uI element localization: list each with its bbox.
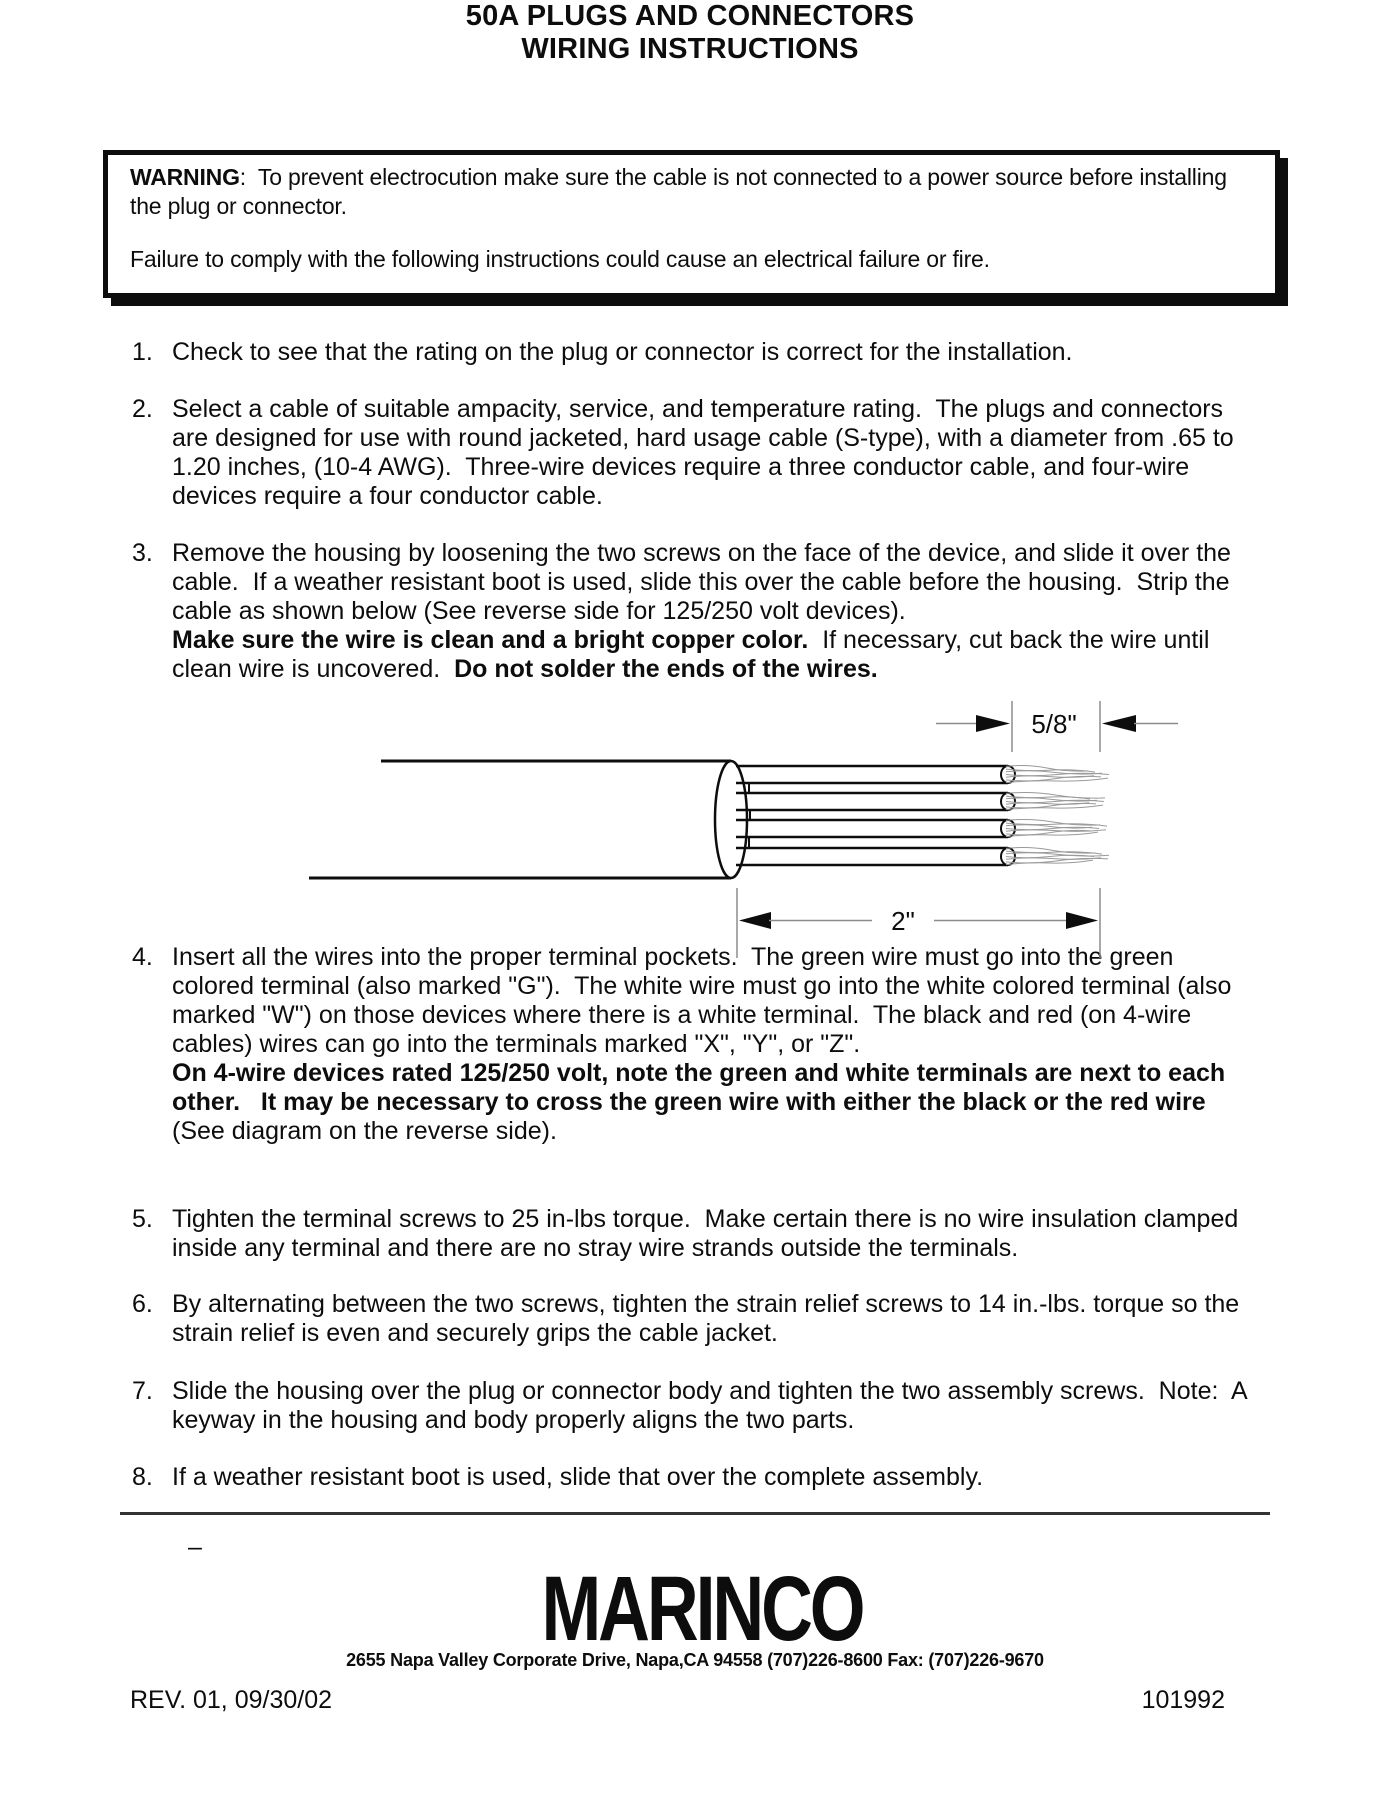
strip-length-label: 5/8" [1031,709,1077,739]
revision-text: REV. 01, 09/30/02 [130,1686,333,1714]
item-number: 3. [132,539,153,567]
strip-length-dimension [936,701,1178,752]
item-text: On 4-wire devices rated 125/250 volt, note the green and white terminals are next to each other. It may be necessary to cross the green wire with either the black or the red wire (See diagram on the reverse side). [172,1059,1226,1145]
cable-jacket [309,761,731,878]
item-text: Select a cable of suitable ampacity, service, and temperature rating. The plugs and connectors are designed for use with round jacketed, hard usage cable (S-type), with a diameter from .65 to 1.20 inches, (10-4 AWG). Three-wire devices require a three conductor cable, and four-wire devices require a four conductor cable. [172,395,1234,510]
item-text: Check to see that the rating on the plug or connector is correct for the installation. [172,338,1073,366]
item-number: 4. [132,943,153,971]
instruction-item-6 [132,1290,1372,1348]
title-line-1: 50A PLUGS AND CONNECTORS [465,0,915,32]
instruction-item-5 [132,1205,1372,1263]
logo-wordmark: MARINCO [541,1574,863,1654]
dimension-arrow-right-icon [976,715,1010,732]
page-title [0,0,1380,66]
warning-label: WARNING [130,164,240,190]
item-text: Slide the housing over the plug or connector body and tighten the two assembly screws. Note: A keyway in the housing and body properly aligns the two parts. [172,1377,1248,1434]
item-text: Tighten the terminal screws to 25 in-lbs torque. Make certain there is no wire insulation clamped inside any terminal and there are no stray wire strands outside the terminals. [172,1205,1239,1262]
item-number: 2. [132,395,153,423]
instruction-item-1 [132,338,1372,367]
item-number: 5. [132,1205,153,1233]
dimension-arrow-left-icon [739,912,771,929]
cable-strip-diagram [0,630,1400,980]
instruction-item-7 [132,1377,1372,1435]
dimension-arrow-right-icon [1066,912,1098,929]
note-paragraph [132,1059,1372,1146]
warning-line-2: the plug or connector. [130,193,347,219]
dimension-arrow-left-icon [1102,715,1136,732]
item-number: 1. [132,338,153,366]
part-number: 101992 [1141,1686,1225,1714]
expose-length-label: 2" [891,906,915,936]
instruction-item-2 [132,395,1372,511]
wire-insulation [736,766,1008,865]
item-number: 8. [132,1463,153,1491]
footnote-dash: – [188,1533,202,1561]
footer-divider [120,1512,1270,1515]
warning-box [103,150,1280,298]
expose-length-dimension [737,888,1100,958]
instruction-item-8 [132,1463,1372,1492]
item-text: By alternating between the two screws, tighten the strain relief screws to 14 in.-lbs. torque so the strain relief is even and securely grips the cable jacket. [172,1290,1240,1347]
marinco-logo [522,1574,882,1654]
wire-strands [1006,766,1109,865]
warning-line-1-text: : To prevent electrocution make sure the cable is not connected to a power source before installing [239,164,1227,190]
item-text: Remove the housing by loosening the two screws on the face of the device, and slide it over the cable. If a weather resistant boot is used, slide this over the cable before the housing. Strip the cable as shown below (See reverse side for 125/250 volt devices). Make sure the wire is clean and a bright copper color. If necessary, cut back the wire until clean wire is uncovered. Do not solder the ends of the wires. [172,539,1231,683]
item-text: Insert all the wires into the proper terminal pockets. The green wire must go into the green colored terminal (also marked "G"). The white wire must go into the white colored terminal (also marked "W") on those devices where there is a white terminal. The black and red (on 4-wire cables) wires can go into the terminals marked "X", "Y", or "Z". [172,943,1232,1058]
footer-address: 2655 Napa Valley Corporate Drive, Napa,CA 94558 (707)226-8600 Fax: (707)226-9670 [346,1650,1044,1670]
item-number: 7. [132,1377,153,1405]
item-number: 6. [132,1290,153,1318]
item-text: If a weather resistant boot is used, slide that over the complete assembly. [172,1463,984,1491]
warning-paragraph-2: Failure to comply with the following instructions could cause an electrical failure or fire. [130,246,990,272]
title-line-2: WIRING INSTRUCTIONS [521,33,859,65]
warning-line-1 [130,163,1257,192]
